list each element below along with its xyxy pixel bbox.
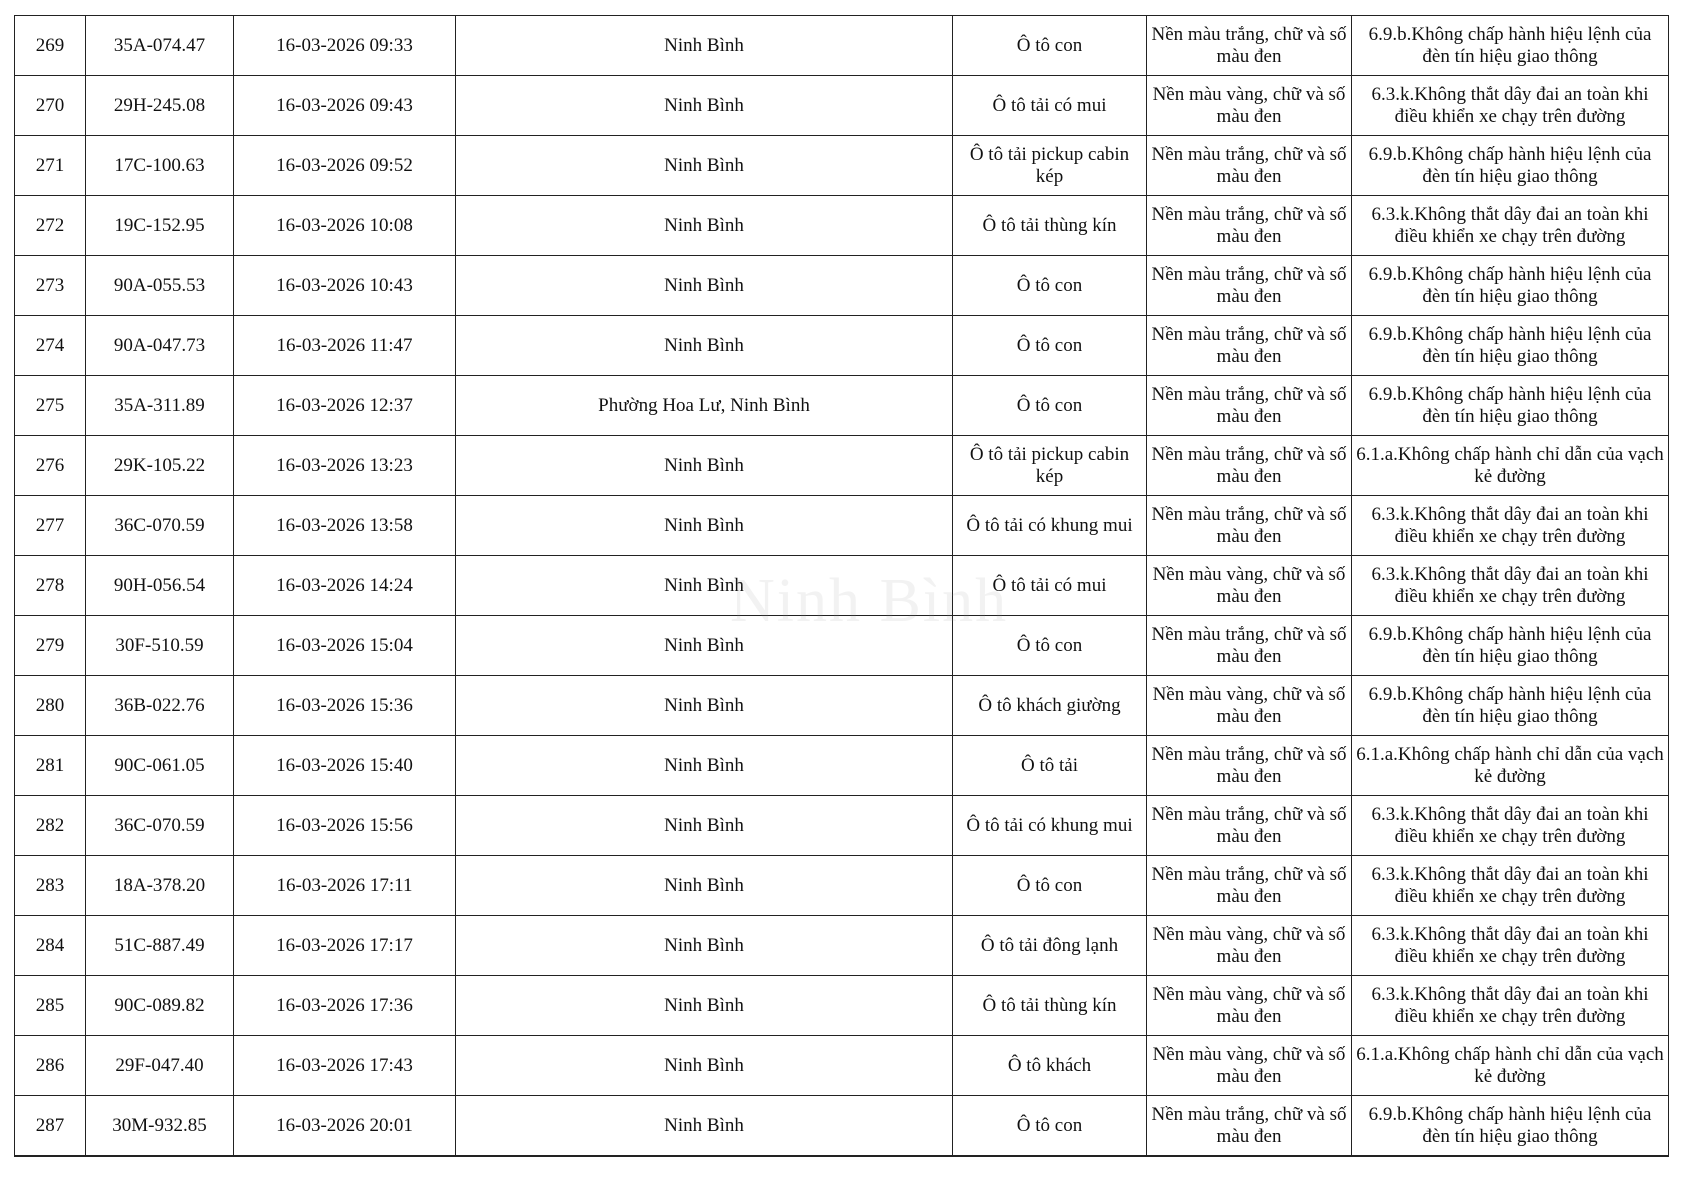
row-number-cell: 283 xyxy=(15,856,86,916)
violation-place-cell: Ninh Bình xyxy=(456,856,953,916)
violation-place-cell: Ninh Bình xyxy=(456,16,953,76)
table-row xyxy=(15,1036,1669,1096)
vehicle-type-cell: Ô tô con xyxy=(953,16,1147,76)
violation-place-cell: Ninh Bình xyxy=(456,916,953,976)
table-row xyxy=(15,1096,1669,1157)
violation-time-cell: 16-03-2026 12:37 xyxy=(234,376,456,436)
plate-color-cell: Nền màu trắng, chữ và số màu đen xyxy=(1147,256,1352,316)
license-plate-cell: 35A-074.47 xyxy=(86,16,234,76)
violation-description-cell: 6.9.b.Không chấp hành hiệu lệnh của đèn tín hiệu giao thông xyxy=(1352,316,1669,376)
violation-description-cell: 6.3.k.Không thắt dây đai an toàn khi điều khiển xe chạy trên đường xyxy=(1352,796,1669,856)
violation-place-cell: Ninh Bình xyxy=(456,736,953,796)
table-row xyxy=(15,256,1669,316)
row-number-cell: 280 xyxy=(15,676,86,736)
license-plate-cell: 36B-022.76 xyxy=(86,676,234,736)
violation-place-cell: Ninh Bình xyxy=(456,616,953,676)
row-number-cell: 274 xyxy=(15,316,86,376)
violation-description-cell: 6.1.a.Không chấp hành chỉ dẫn của vạch kẻ đường xyxy=(1352,1036,1669,1096)
violation-description-cell: 6.9.b.Không chấp hành hiệu lệnh của đèn tín hiệu giao thông xyxy=(1352,376,1669,436)
vehicle-type-cell: Ô tô khách xyxy=(953,1036,1147,1096)
plate-color-cell: Nền màu vàng, chữ và số màu đen xyxy=(1147,556,1352,616)
violation-place-cell: Ninh Bình xyxy=(456,436,953,496)
vehicle-type-cell: Ô tô tải xyxy=(953,736,1147,796)
vehicle-type-cell: Ô tô tải có khung mui xyxy=(953,796,1147,856)
table-row xyxy=(15,616,1669,676)
row-number-cell: 271 xyxy=(15,136,86,196)
violation-description-cell: 6.9.b.Không chấp hành hiệu lệnh của đèn tín hiệu giao thông xyxy=(1352,256,1669,316)
vehicle-type-cell: Ô tô tải có mui xyxy=(953,76,1147,136)
violation-time-cell: 16-03-2026 15:36 xyxy=(234,676,456,736)
row-number-cell: 278 xyxy=(15,556,86,616)
table-row xyxy=(15,976,1669,1036)
vehicle-type-cell: Ô tô tải thùng kín xyxy=(953,976,1147,1036)
license-plate-cell: 35A-311.89 xyxy=(86,376,234,436)
vehicle-type-cell: Ô tô tải đông lạnh xyxy=(953,916,1147,976)
vehicle-type-cell: Ô tô tải có khung mui xyxy=(953,496,1147,556)
license-plate-cell: 90H-056.54 xyxy=(86,556,234,616)
table-row xyxy=(15,136,1669,196)
violation-description-cell: 6.9.b.Không chấp hành hiệu lệnh của đèn tín hiệu giao thông xyxy=(1352,136,1669,196)
violation-place-cell: Ninh Bình xyxy=(456,556,953,616)
violation-place-cell: Ninh Bình xyxy=(456,76,953,136)
violation-time-cell: 16-03-2026 10:43 xyxy=(234,256,456,316)
violation-place-cell: Ninh Bình xyxy=(456,136,953,196)
license-plate-cell: 30F-510.59 xyxy=(86,616,234,676)
row-number-cell: 276 xyxy=(15,436,86,496)
table-row xyxy=(15,796,1669,856)
vehicle-type-cell: Ô tô khách giường xyxy=(953,676,1147,736)
table-row xyxy=(15,76,1669,136)
license-plate-cell: 90A-047.73 xyxy=(86,316,234,376)
violation-description-cell: 6.9.b.Không chấp hành hiệu lệnh của đèn tín hiệu giao thông xyxy=(1352,676,1669,736)
plate-color-cell: Nền màu trắng, chữ và số màu đen xyxy=(1147,616,1352,676)
violation-description-cell: 6.9.b.Không chấp hành hiệu lệnh của đèn tín hiệu giao thông xyxy=(1352,16,1669,76)
plate-color-cell: Nền màu trắng, chữ và số màu đen xyxy=(1147,376,1352,436)
row-number-cell: 273 xyxy=(15,256,86,316)
violation-time-cell: 16-03-2026 09:52 xyxy=(234,136,456,196)
row-number-cell: 285 xyxy=(15,976,86,1036)
plate-color-cell: Nền màu trắng, chữ và số màu đen xyxy=(1147,136,1352,196)
violation-time-cell: 16-03-2026 17:36 xyxy=(234,976,456,1036)
vehicle-type-cell: Ô tô tải pickup cabin kép xyxy=(953,436,1147,496)
vehicle-type-cell: Ô tô con xyxy=(953,256,1147,316)
vehicle-type-cell: Ô tô con xyxy=(953,316,1147,376)
license-plate-cell: 17C-100.63 xyxy=(86,136,234,196)
violation-time-cell: 16-03-2026 14:24 xyxy=(234,556,456,616)
license-plate-cell: 90A-055.53 xyxy=(86,256,234,316)
table-row xyxy=(15,316,1669,376)
violation-time-cell: 16-03-2026 09:43 xyxy=(234,76,456,136)
table-row xyxy=(15,376,1669,436)
violation-time-cell: 16-03-2026 15:56 xyxy=(234,796,456,856)
violation-place-cell: Phường Hoa Lư, Ninh Bình xyxy=(456,376,953,436)
watermark-logo: Ninh Bình xyxy=(730,567,1009,635)
plate-color-cell: Nền màu trắng, chữ và số màu đen xyxy=(1147,796,1352,856)
plate-color-cell: Nền màu trắng, chữ và số màu đen xyxy=(1147,436,1352,496)
vehicle-type-cell: Ô tô tải thùng kín xyxy=(953,196,1147,256)
violation-description-cell: 6.3.k.Không thắt dây đai an toàn khi điều khiển xe chạy trên đường xyxy=(1352,76,1669,136)
violation-description-cell: 6.3.k.Không thắt dây đai an toàn khi điều khiển xe chạy trên đường xyxy=(1352,856,1669,916)
plate-color-cell: Nền màu vàng, chữ và số màu đen xyxy=(1147,76,1352,136)
plate-color-cell: Nền màu vàng, chữ và số màu đen xyxy=(1147,1036,1352,1096)
table-body xyxy=(15,16,1669,1157)
table-row xyxy=(15,856,1669,916)
plate-color-cell: Nền màu trắng, chữ và số màu đen xyxy=(1147,316,1352,376)
plate-color-cell: Nền màu trắng, chữ và số màu đen xyxy=(1147,496,1352,556)
license-plate-cell: 90C-089.82 xyxy=(86,976,234,1036)
violation-time-cell: 16-03-2026 09:33 xyxy=(234,16,456,76)
violation-time-cell: 16-03-2026 15:04 xyxy=(234,616,456,676)
plate-color-cell: Nền màu trắng, chữ và số màu đen xyxy=(1147,856,1352,916)
license-plate-cell: 36C-070.59 xyxy=(86,796,234,856)
plate-color-cell: Nền màu trắng, chữ và số màu đen xyxy=(1147,736,1352,796)
violation-place-cell: Ninh Bình xyxy=(456,196,953,256)
table-row xyxy=(15,196,1669,256)
violation-description-cell: 6.3.k.Không thắt dây đai an toàn khi điều khiển xe chạy trên đường xyxy=(1352,496,1669,556)
plate-color-cell: Nền màu trắng, chữ và số màu đen xyxy=(1147,1096,1352,1157)
plate-color-cell: Nền màu trắng, chữ và số màu đen xyxy=(1147,196,1352,256)
row-number-cell: 282 xyxy=(15,796,86,856)
table-row xyxy=(15,436,1669,496)
violation-time-cell: 16-03-2026 11:47 xyxy=(234,316,456,376)
row-number-cell: 277 xyxy=(15,496,86,556)
plate-color-cell: Nền màu vàng, chữ và số màu đen xyxy=(1147,976,1352,1036)
violation-place-cell: Ninh Bình xyxy=(456,676,953,736)
violation-place-cell: Ninh Bình xyxy=(456,256,953,316)
violations-table xyxy=(14,15,1669,1157)
violation-description-cell: 6.1.a.Không chấp hành chỉ dẫn của vạch kẻ đường xyxy=(1352,436,1669,496)
violation-time-cell: 16-03-2026 17:11 xyxy=(234,856,456,916)
license-plate-cell: 18A-378.20 xyxy=(86,856,234,916)
table-row xyxy=(15,736,1669,796)
violation-description-cell: 6.3.k.Không thắt dây đai an toàn khi điều khiển xe chạy trên đường xyxy=(1352,556,1669,616)
violation-time-cell: 16-03-2026 17:43 xyxy=(234,1036,456,1096)
violation-time-cell: 16-03-2026 13:58 xyxy=(234,496,456,556)
row-number-cell: 269 xyxy=(15,16,86,76)
license-plate-cell: 30M-932.85 xyxy=(86,1096,234,1157)
violation-time-cell: 16-03-2026 17:17 xyxy=(234,916,456,976)
violation-time-cell: 16-03-2026 13:23 xyxy=(234,436,456,496)
table-row xyxy=(15,496,1669,556)
violation-place-cell: Ninh Bình xyxy=(456,316,953,376)
license-plate-cell: 29F-047.40 xyxy=(86,1036,234,1096)
license-plate-cell: 29H-245.08 xyxy=(86,76,234,136)
table-row xyxy=(15,556,1669,616)
violation-time-cell: 16-03-2026 20:01 xyxy=(234,1096,456,1157)
violation-time-cell: 16-03-2026 15:40 xyxy=(234,736,456,796)
vehicle-type-cell: Ô tô tải có mui xyxy=(953,556,1147,616)
row-number-cell: 270 xyxy=(15,76,86,136)
license-plate-cell: 90C-061.05 xyxy=(86,736,234,796)
plate-color-cell: Nền màu vàng, chữ và số màu đen xyxy=(1147,916,1352,976)
license-plate-cell: 51C-887.49 xyxy=(86,916,234,976)
plate-color-cell: Nền màu trắng, chữ và số màu đen xyxy=(1147,16,1352,76)
violation-place-cell: Ninh Bình xyxy=(456,1036,953,1096)
row-number-cell: 272 xyxy=(15,196,86,256)
violation-place-cell: Ninh Bình xyxy=(456,976,953,1036)
violation-place-cell: Ninh Bình xyxy=(456,1096,953,1157)
violation-description-cell: 6.3.k.Không thắt dây đai an toàn khi điều khiển xe chạy trên đường xyxy=(1352,196,1669,256)
license-plate-cell: 36C-070.59 xyxy=(86,496,234,556)
table-row xyxy=(15,676,1669,736)
violation-description-cell: 6.1.a.Không chấp hành chỉ dẫn của vạch kẻ đường xyxy=(1352,736,1669,796)
violation-place-cell: Ninh Bình xyxy=(456,496,953,556)
violation-time-cell: 16-03-2026 10:08 xyxy=(234,196,456,256)
vehicle-type-cell: Ô tô con xyxy=(953,616,1147,676)
row-number-cell: 287 xyxy=(15,1096,86,1157)
vehicle-type-cell: Ô tô con xyxy=(953,1096,1147,1157)
vehicle-type-cell: Ô tô con xyxy=(953,856,1147,916)
row-number-cell: 286 xyxy=(15,1036,86,1096)
violation-description-cell: 6.9.b.Không chấp hành hiệu lệnh của đèn tín hiệu giao thông xyxy=(1352,616,1669,676)
table-row xyxy=(15,16,1669,76)
table-row xyxy=(15,916,1669,976)
row-number-cell: 281 xyxy=(15,736,86,796)
row-number-cell: 275 xyxy=(15,376,86,436)
violation-description-cell: 6.3.k.Không thắt dây đai an toàn khi điều khiển xe chạy trên đường xyxy=(1352,976,1669,1036)
vehicle-type-cell: Ô tô tải pickup cabin kép xyxy=(953,136,1147,196)
plate-color-cell: Nền màu vàng, chữ và số màu đen xyxy=(1147,676,1352,736)
vehicle-type-cell: Ô tô con xyxy=(953,376,1147,436)
violation-description-cell: 6.9.b.Không chấp hành hiệu lệnh của đèn tín hiệu giao thông xyxy=(1352,1096,1669,1157)
violation-description-cell: 6.3.k.Không thắt dây đai an toàn khi điều khiển xe chạy trên đường xyxy=(1352,916,1669,976)
row-number-cell: 279 xyxy=(15,616,86,676)
license-plate-cell: 29K-105.22 xyxy=(86,436,234,496)
violation-place-cell: Ninh Bình xyxy=(456,796,953,856)
license-plate-cell: 19C-152.95 xyxy=(86,196,234,256)
row-number-cell: 284 xyxy=(15,916,86,976)
